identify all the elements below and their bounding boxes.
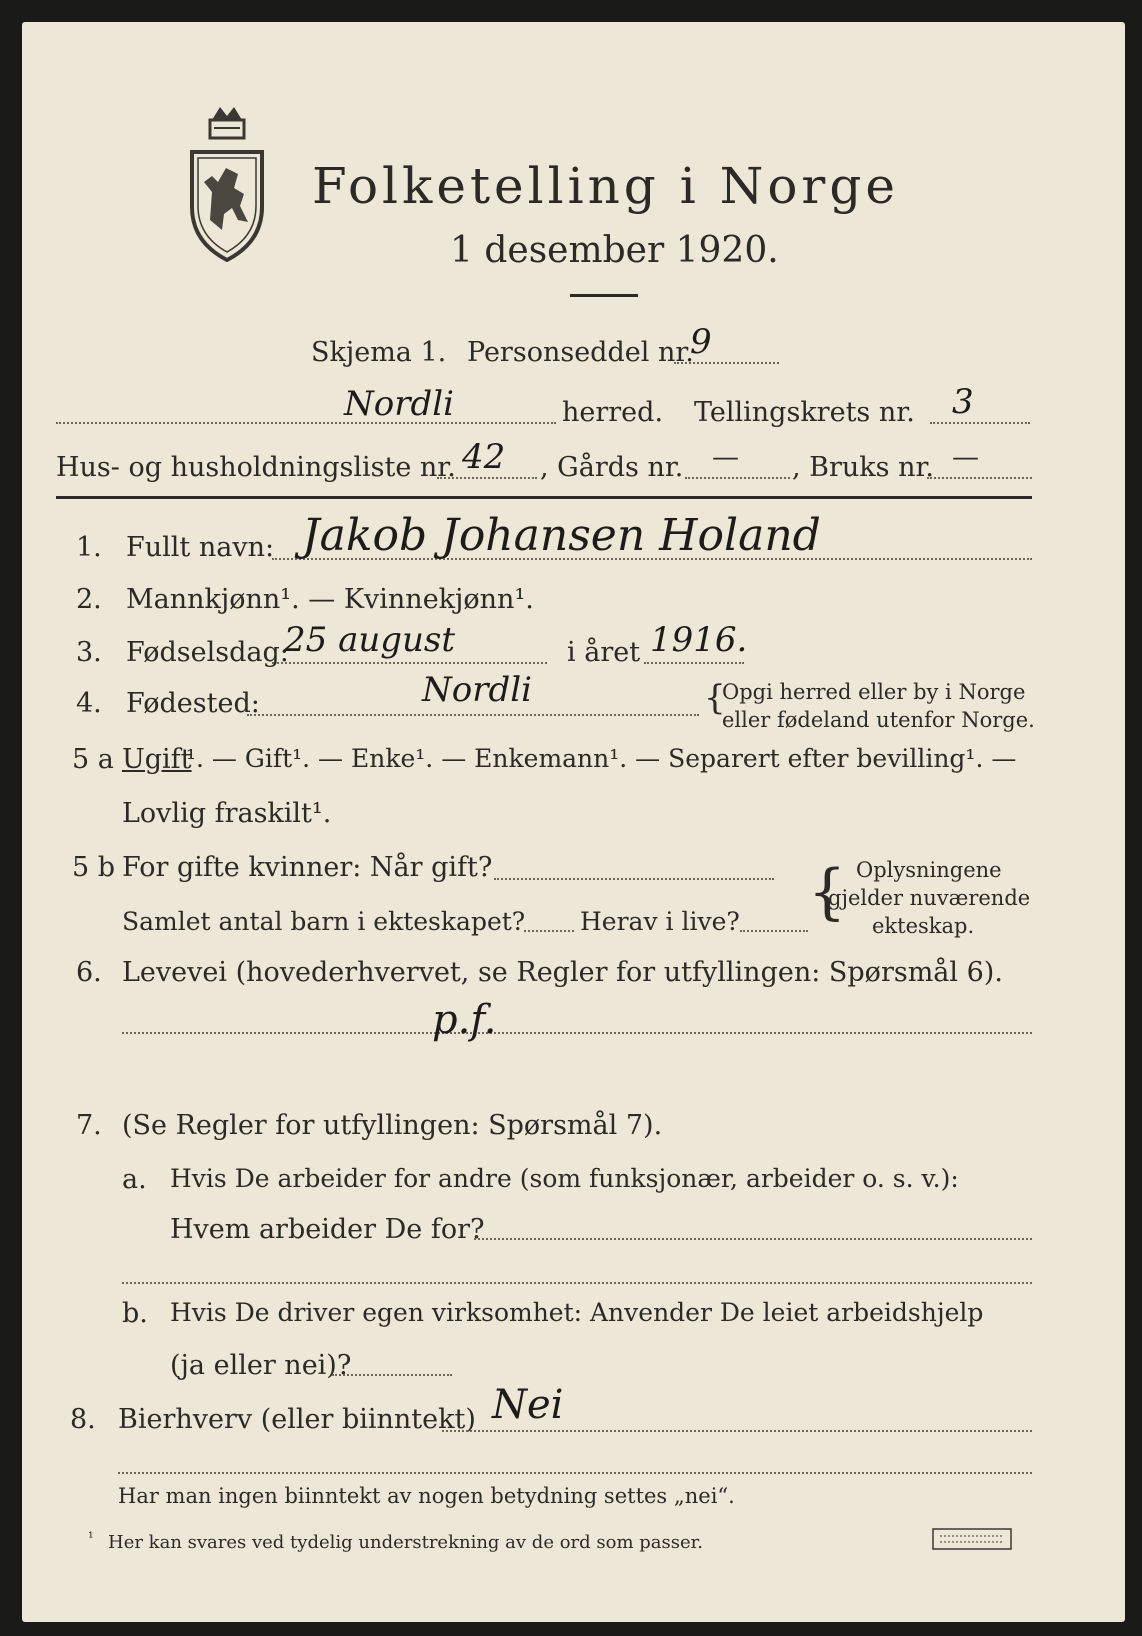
q6-number: 6. xyxy=(76,957,102,988)
husliste-line xyxy=(437,477,537,479)
q5b-note-line2: gjelder nuværende xyxy=(828,886,1031,910)
q3-number: 3. xyxy=(76,637,102,668)
q4-note-line1: Opgi herred eller by i Norge xyxy=(722,680,1026,704)
q5a-ugift-option[interactable]: Ugift xyxy=(122,744,192,775)
title-divider xyxy=(570,294,638,297)
birthplace-value[interactable]: Nordli xyxy=(422,670,532,710)
q7a-number: a. xyxy=(122,1164,147,1195)
occupation-value[interactable]: p.f. xyxy=(432,997,497,1043)
census-form-page xyxy=(22,22,1125,1622)
q5b-herav-line xyxy=(740,930,808,932)
footer-note: Har man ingen biinntekt av nogen betydning settes „nei“. xyxy=(118,1484,735,1508)
skjema-label: Skjema 1. xyxy=(311,337,447,368)
herred-label: herred. xyxy=(562,397,664,428)
tellingskrets-label: Tellingskrets nr. xyxy=(694,397,915,428)
q7b-label: Hvis De driver egen virksomhet: Anvender De leiet arbeidshjelp xyxy=(170,1298,984,1327)
coat-of-arms-icon xyxy=(182,102,272,266)
birth-date-value[interactable]: 25 august xyxy=(284,620,456,660)
q3-label: Fødselsdag: xyxy=(126,637,289,668)
q4-line xyxy=(247,714,699,716)
personseddel-label: Personseddel nr. xyxy=(467,337,694,368)
personseddel-line xyxy=(674,362,779,364)
q8-line xyxy=(442,1430,1032,1432)
bruks-value[interactable]: — xyxy=(952,442,979,473)
q5b-children-label: Samlet antal barn i ekteskapet? xyxy=(122,907,526,936)
q4-number: 4. xyxy=(76,688,102,719)
gards-value[interactable]: — xyxy=(712,442,739,473)
herred-line xyxy=(56,422,556,424)
q5b-children-line xyxy=(524,930,574,932)
personseddel-value[interactable]: 9 xyxy=(690,322,712,362)
q5b-married-line xyxy=(494,878,774,880)
q6-label: Levevei (hovederhvervet, se Regler for utfyllingen: Spørsmål 6). xyxy=(122,957,1003,988)
q3-line xyxy=(272,662,547,664)
q5b-note-brace: { xyxy=(808,857,847,927)
q7a-label2: Hvem arbeider De for? xyxy=(170,1214,485,1245)
q1-label: Fullt navn: xyxy=(126,532,275,563)
form-title: Folketelling i Norge xyxy=(312,157,899,215)
q5b-number: 5 b xyxy=(72,852,116,883)
q4-note-brace: { xyxy=(704,678,726,718)
q5b-herav-label: Herav i live? xyxy=(580,907,740,936)
q7-number: 7. xyxy=(76,1110,102,1141)
q7b-line xyxy=(332,1374,452,1376)
gards-label: , Gårds nr. xyxy=(540,452,684,483)
q5a-line2[interactable]: Lovlig fraskilt¹. xyxy=(122,798,332,829)
q5a-number: 5 a xyxy=(72,744,114,775)
q4-label: Fødested: xyxy=(126,688,260,719)
q5a-status-options[interactable]: ¹. — Gift¹. — Enke¹. — Enkemann¹. — Separert efter bevilling¹. — xyxy=(186,744,1017,773)
q6-line xyxy=(122,1032,1032,1034)
q8-label: Bierhverv (eller biinntekt) xyxy=(118,1404,476,1435)
q8-number: 8. xyxy=(70,1404,96,1435)
bruks-label: , Bruks nr. xyxy=(792,452,935,483)
q5b-label: For gifte kvinner: Når gift? xyxy=(122,852,493,883)
q4-note-line2: eller fødeland utenfor Norge. xyxy=(722,708,1035,732)
side-income-value[interactable]: Nei xyxy=(492,1382,564,1428)
q2-gender-options[interactable]: Mannkjønn¹. — Kvinnekjønn¹. xyxy=(126,584,534,615)
q7-label: (Se Regler for utfyllingen: Spørsmål 7). xyxy=(122,1110,663,1141)
herred-value[interactable]: Nordli xyxy=(344,384,454,424)
husliste-label: Hus- og husholdningsliste nr. xyxy=(56,452,456,483)
husliste-value[interactable]: 42 xyxy=(462,437,506,477)
q8-line2 xyxy=(118,1472,1032,1474)
q3-year-label: i året xyxy=(567,637,641,668)
form-date: 1 desember 1920. xyxy=(450,230,779,271)
full-name-value[interactable]: Jakob Johansen Holand xyxy=(302,510,821,561)
q7a-line xyxy=(474,1238,1032,1240)
tellingskrets-line xyxy=(930,422,1030,424)
q3-year-line xyxy=(644,662,744,664)
printer-stamp-icon xyxy=(932,1528,1012,1554)
bruks-line xyxy=(927,477,1032,479)
birth-year-value[interactable]: 1916. xyxy=(650,620,748,660)
q5b-note-line1: Oplysningene xyxy=(856,858,1002,882)
tellingskrets-value[interactable]: 3 xyxy=(952,382,974,422)
q5b-note-line3: ekteskap. xyxy=(872,914,975,938)
q7b-label2: (ja eller nei)? xyxy=(170,1350,352,1381)
q7b-number: b. xyxy=(122,1298,148,1329)
footnote-mark: ¹ xyxy=(88,1530,94,1546)
q2-number: 2. xyxy=(76,584,102,615)
footnote-text: Her kan svares ved tydelig understrekning av de ord som passer. xyxy=(108,1532,703,1553)
gards-line xyxy=(685,477,790,479)
q7a-line2 xyxy=(122,1282,1032,1284)
q7a-label: Hvis De arbeider for andre (som funksjonær, arbeider o. s. v.): xyxy=(170,1164,959,1193)
header-rule xyxy=(56,496,1032,499)
q1-number: 1. xyxy=(76,532,102,563)
